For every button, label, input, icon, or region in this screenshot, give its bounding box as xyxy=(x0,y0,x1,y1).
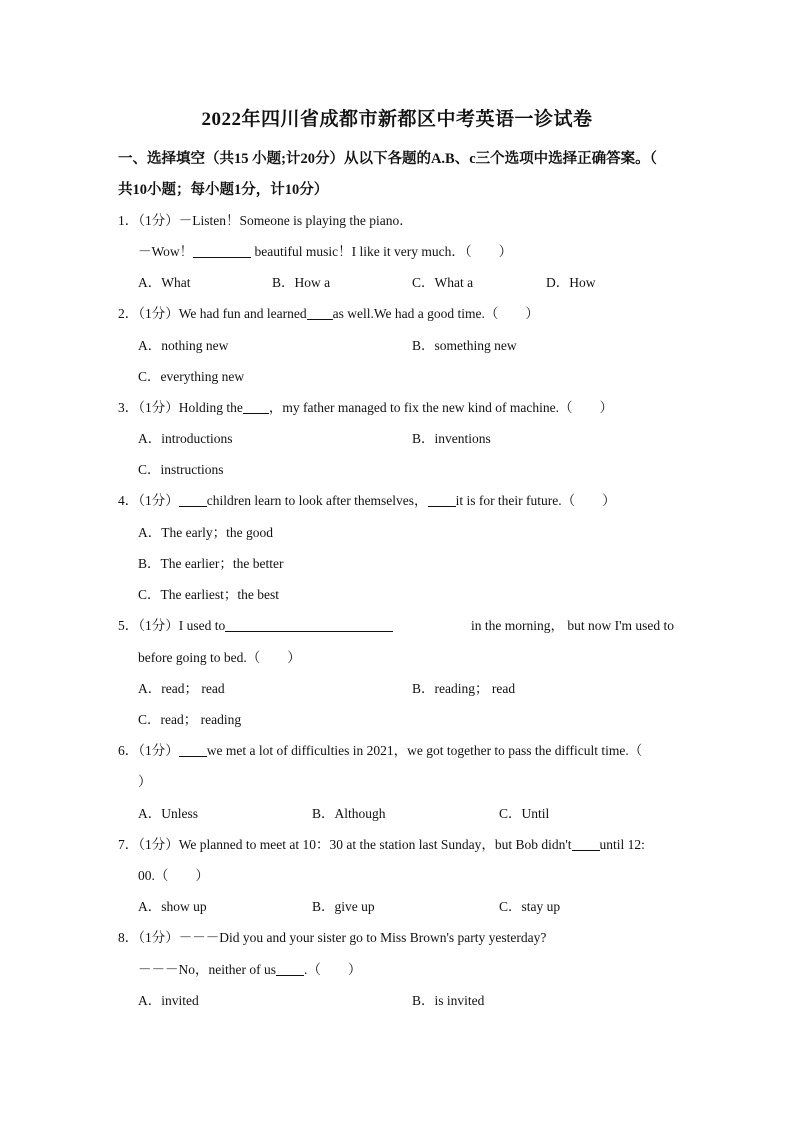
answer-blank xyxy=(307,306,333,321)
question-1-reply-end: beautiful music！I like it very much．（ ） xyxy=(254,244,513,259)
question-2-option-b: B．something new xyxy=(412,338,517,353)
question-7-option-a: A．show up xyxy=(138,899,207,914)
question-6-continued: ） xyxy=(138,774,152,789)
question-2-text-end: as well.We had a good time.（ ） xyxy=(332,306,539,321)
question-6-option-b: B．Although xyxy=(312,806,386,821)
question-1-option-c: C．What a xyxy=(412,275,474,290)
question-6-prompt xyxy=(118,739,642,759)
question-3-prompt xyxy=(118,396,613,416)
question-6-text-start: 6．（1分） xyxy=(118,743,179,758)
question-1-prompt: 1．（1分）－Listen！Someone is playing the piano． xyxy=(118,213,413,228)
question-6-option-a: A．Unless xyxy=(138,806,198,821)
question-8-option-b: B．is invited xyxy=(412,993,485,1008)
question-8-reply xyxy=(138,958,361,978)
question-7-continued: 00.（ ） xyxy=(138,868,209,883)
question-5-option-b: B．reading； read xyxy=(412,681,516,696)
question-6-text-end: we met a lot of difficulties in 2021，we got together to pass the difficult time.（ xyxy=(206,743,643,758)
question-4-option-a: A．The early；the good xyxy=(138,525,273,540)
question-3-text-start: 3．（1分）Holding the xyxy=(118,400,243,415)
question-5-option-a: A．read； read xyxy=(138,681,225,696)
question-1-reply xyxy=(138,240,512,260)
question-5-continued: before going to bed.（ ） xyxy=(138,650,301,665)
question-7-text-start: 7．（1分）We planned to meet at 10：30 at the station last Sunday，but Bob didn't xyxy=(118,837,572,852)
question-4-text-start: 4．（1分） xyxy=(118,493,179,508)
question-4-prompt xyxy=(118,489,616,509)
question-6-option-c: C．Until xyxy=(499,806,550,821)
question-8-reply-end: .（ ） xyxy=(303,962,362,977)
question-2-option-a: A．nothing new xyxy=(138,338,229,353)
question-8-prompt: 8．（1分）－－－Did you and your sister go to Miss Brown's party yesterday? xyxy=(118,930,547,945)
answer-blank xyxy=(428,493,456,508)
question-4-text-middle: children learn to look after themselves， xyxy=(206,493,428,508)
question-4-option-c: C．The earliest；the best xyxy=(138,587,279,602)
question-8-option-a: A．invited xyxy=(138,993,199,1008)
question-5-text-start: 5．（1分）I used to xyxy=(118,618,226,633)
question-2-text-start: 2．（1分）We had fun and learned xyxy=(118,306,307,321)
question-1-reply-start: －Wow！ xyxy=(138,244,194,259)
question-5-line xyxy=(118,614,393,634)
question-4-text-end: it is for their future.（ ） xyxy=(455,493,616,508)
question-1-option-b: B．How a xyxy=(272,275,331,290)
question-3-text-end: ，my father managed to fix the new kind of machine.（ ） xyxy=(268,400,614,415)
question-5-text-end: in the morning， but now I'm used to xyxy=(470,618,674,633)
question-3-option-a: A．introductions xyxy=(138,431,233,446)
question-2-option-c: C．everything new xyxy=(138,369,245,384)
answer-blank xyxy=(572,837,600,852)
question-5-prompt xyxy=(118,614,674,634)
answer-blank xyxy=(179,493,207,508)
question-7-prompt xyxy=(118,833,645,853)
question-1-option-d: D．How xyxy=(546,275,596,290)
question-3-option-c: C．instructions xyxy=(138,462,224,477)
question-2-prompt xyxy=(118,302,539,322)
section-instructions-line-1: 一、选择填空（共15 小题;计20分）从以下各题的A.B、c三个选项中选择正确答案。（ xyxy=(118,151,657,167)
question-7-option-b: B．give up xyxy=(312,899,375,914)
question-4-option-b: B．The earlier；the better xyxy=(138,556,284,571)
section-instructions-line-2: 共10小题；每小题1分，计10分） xyxy=(118,182,329,198)
answer-blank xyxy=(276,962,304,977)
question-1-option-a: A．What xyxy=(138,275,191,290)
question-7-option-c: C．stay up xyxy=(499,899,561,914)
page-title: 2022年四川省成都市新都区中考英语一诊试卷 xyxy=(201,109,593,130)
answer-blank xyxy=(243,400,269,415)
answer-blank xyxy=(225,618,393,633)
question-7-text-end: until 12: xyxy=(599,837,645,852)
answer-blank xyxy=(193,244,251,259)
answer-blank xyxy=(179,743,207,758)
question-3-option-b: B．inventions xyxy=(412,431,491,446)
question-8-reply-start: －－－No，neither of us xyxy=(138,962,276,977)
question-5-option-c: C．read； reading xyxy=(138,712,242,727)
